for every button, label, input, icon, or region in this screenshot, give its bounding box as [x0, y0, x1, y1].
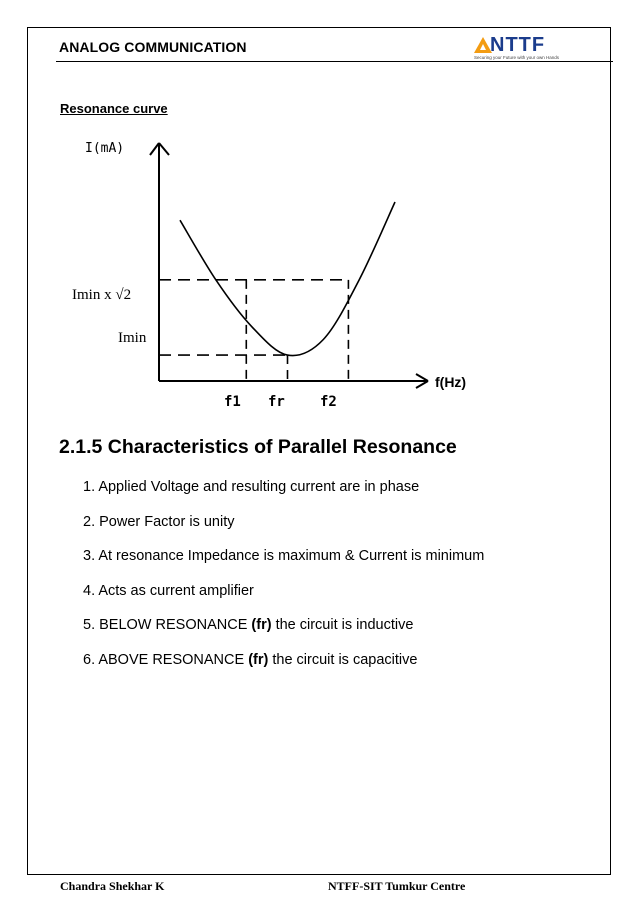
footer-author: Chandra Shekhar K: [60, 879, 165, 893]
section-heading: Resonance curve: [60, 101, 168, 116]
marker-imin: Imin: [118, 330, 147, 346]
y-axis-arrow-right: [159, 143, 169, 155]
resonance-chart: [60, 135, 500, 420]
list-item: 2. Power Factor is unity: [83, 513, 235, 530]
marker-f1: f1: [224, 394, 241, 410]
marker-imin-sqrt2: Imin x √2: [72, 287, 132, 303]
list-item: 6. ABOVE RESONANCE (fr) the circuit is capacitive: [83, 651, 418, 668]
x-axis-arrow-bottom: [416, 381, 428, 388]
x-axis-arrow-top: [416, 374, 428, 381]
subsection-heading: 2.1.5 Characteristics of Parallel Resonance: [59, 436, 457, 458]
header-rule: [56, 61, 613, 62]
resonance-chart-svg: [60, 135, 500, 420]
footer-centre: NTFF-SIT Tumkur Centre: [328, 879, 466, 893]
resonance-curve: [180, 202, 395, 356]
logo-tagline: Securing your Future with your own Hands: [474, 55, 560, 60]
list-item: 1. Applied Voltage and resulting current are in phase: [83, 479, 420, 495]
header-title: ANALOG COMMUNICATION: [59, 39, 247, 55]
marker-fr: fr: [268, 394, 285, 410]
marker-f2: f2: [320, 394, 337, 410]
list-item: 5. BELOW RESONANCE (fr) the circuit is inductive: [83, 617, 414, 634]
nttf-logo: [474, 36, 574, 64]
list-item: 3. At resonance Impedance is maximum & Current is minimum: [83, 548, 485, 565]
logo-text: NTTF: [490, 34, 546, 56]
list-item: 4. Acts as current amplifier: [83, 582, 254, 599]
footer-rule: [56, 874, 613, 876]
x-axis-label: f(Hz): [435, 374, 467, 390]
y-axis-label: I(mA): [85, 141, 125, 156]
y-axis-arrow-left: [150, 143, 159, 155]
characteristics-list: [83, 478, 484, 686]
